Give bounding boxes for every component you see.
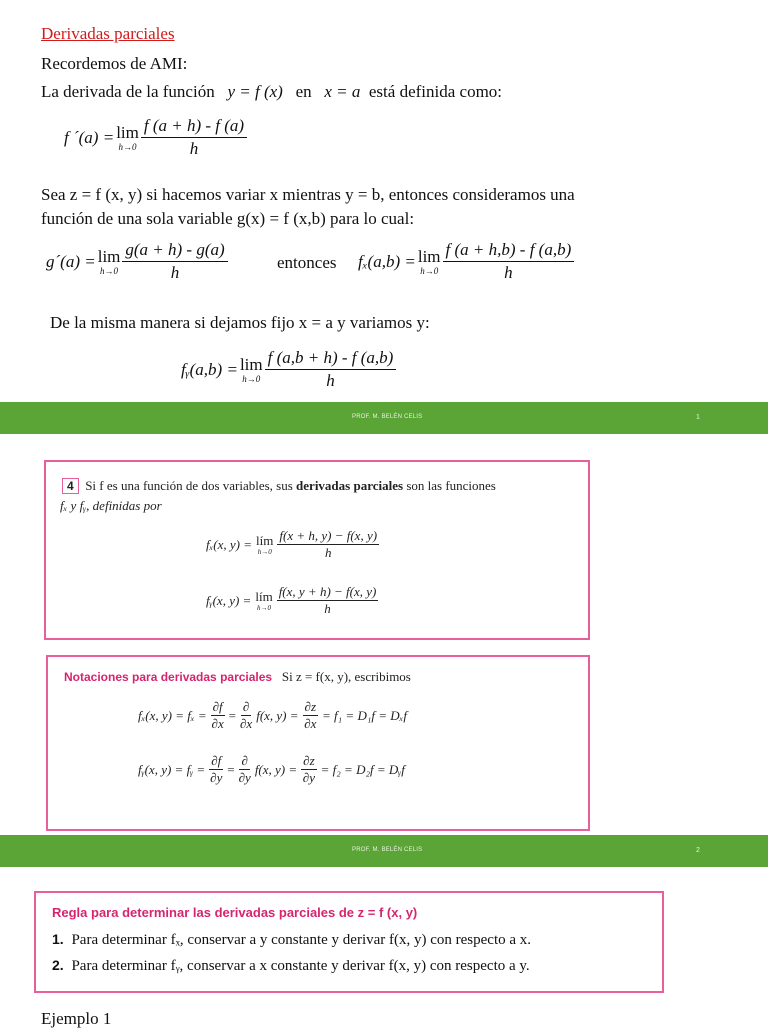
defx-limit: lím h→0 (256, 532, 274, 556)
rule-2-text: Para determinar fᵧ, conservar a x constante y derivar f(x, y) con respecto a y. (71, 958, 530, 974)
slide-footer-bar-2 (0, 835, 768, 867)
equation-fy-ab (181, 348, 396, 391)
defx-lhs: fₓ(x, y) = (206, 536, 253, 552)
eq3-fraction: $\frac{f (a + h,b) - f (a,b)}{h}$ (443, 240, 575, 283)
noty-tail: = f₂ = D₂f = Dᵧf (320, 761, 405, 777)
notx-tail: = f₁ = D₁f = Dₓf (322, 707, 407, 723)
page-number-2: 2 (696, 847, 700, 854)
notx-frac2: $\frac{\partial}{\partial x}$ (240, 699, 253, 731)
intro-en: en (295, 82, 312, 101)
notation-line-y (138, 753, 405, 786)
paragraph-2b: función de una sola variable g(x) = f (x,b) para lo cual: (41, 209, 415, 228)
intro-xa: x = a (324, 82, 361, 101)
defy-fraction: $\frac{f(x, y + h) - f(x, y)}{h}$ (278, 584, 377, 616)
noty-frac2: $\frac{\partial}{\partial y}$ (238, 753, 251, 785)
eq4-limit: lim h→0 (239, 354, 263, 384)
notx-frac1: $\frac{\partial f}{\partial x}$ (211, 699, 224, 731)
intro-line-1: Recordemos de AMI: (41, 54, 188, 73)
noty-eq: = (227, 761, 235, 777)
notation-heading: Notaciones para derivadas parciales (64, 670, 273, 684)
notation-heading-rest: Si z = f(x, y), escribimos (281, 669, 411, 684)
notx-a: fₓ(x, y) = fₓ = (138, 707, 207, 723)
noty-mid: f(x, y) = (254, 761, 298, 777)
definition-number: 4 (62, 478, 79, 494)
rule-1-text: Para determinar fₓ, conservar a y constante y derivar f(x, y) con respecto a x. (71, 932, 532, 948)
footer-author-1: PROF. M. BELÉN CELIS (352, 414, 423, 420)
notx-mid: f(x, y) = (256, 707, 299, 723)
paragraph-2a: Sea z = f (x, y) si hacemos variar x mientras y = b, entonces consideramos una (41, 185, 575, 204)
noty-frac3: $\frac{\partial z}{\partial y}$ (302, 753, 315, 785)
rule-1-number: 1. (52, 931, 64, 947)
slide-footer-bar-1 (0, 402, 768, 434)
notx-frac3: $\frac{\partial z}{\partial x}$ (304, 699, 317, 731)
intro-text-b: está definida como: (368, 82, 503, 101)
eq2-fraction: $\frac{g(a + h) - g(a)}{h}$ (122, 240, 227, 283)
rule-2-number: 2. (52, 957, 64, 973)
section-title: Derivadas parciales (41, 24, 175, 43)
rule-2 (52, 957, 530, 975)
eq2-entonces: entonces (277, 253, 337, 272)
rule-heading: Regla para determinar las derivadas parciales de z = f (x, y) (52, 905, 418, 920)
eq1-lhs: f ´(a) = (64, 127, 115, 147)
rule-1 (52, 931, 531, 949)
eq2-limit: lim h→0 (97, 246, 121, 276)
intro-text-a: La derivada de la función (41, 82, 215, 101)
noty-a: fᵧ(x, y) = fᵧ = (138, 761, 206, 777)
eq1-fraction: $\frac{f (a + h) - f (a)}{h}$ (141, 116, 247, 159)
equation-fx-ab (358, 240, 574, 283)
defy-limit: lím h→0 (255, 588, 273, 612)
eq3-limit: lim h→0 (417, 246, 441, 276)
intro-line-2 (41, 82, 502, 102)
definition-box (44, 460, 590, 640)
eq3-lhs: fₓ(a,b) = (358, 251, 416, 271)
eq1-limit: lim h→0 (116, 122, 139, 152)
eq2-lhs: g´(a) = (46, 251, 96, 271)
noty-frac1: $\frac{\partial f}{\partial y}$ (210, 753, 223, 785)
definition-text-b: son las funciones (406, 478, 496, 493)
footer-author-2: PROF. M. BELÉN CELIS (352, 847, 423, 853)
definition-text-2: fₓ y fᵧ, definidas por (60, 498, 162, 513)
notation-line-x (138, 699, 407, 732)
page-number-1: 1 (696, 414, 700, 421)
eq4-fraction: $\frac{f (a,b + h) - f (a,b)}{h}$ (265, 348, 397, 391)
definition-text-1 (62, 478, 496, 494)
notation-box (46, 655, 590, 831)
intro-fx: y = f (x) (227, 82, 283, 101)
definition-text-a: Si f es una función de dos variables, sus (85, 478, 293, 493)
definition-eq-fx (206, 528, 379, 561)
eq4-lhs: fᵧ(a,b) = (181, 359, 238, 379)
rule-box (34, 891, 664, 993)
equation-g-prime (46, 240, 228, 283)
definition-bold: derivadas parciales (296, 478, 404, 493)
notx-eq: = (228, 707, 236, 723)
notation-heading-line (64, 669, 411, 685)
defy-lhs: fᵧ(x, y) = (206, 592, 252, 608)
defx-fraction: $\frac{f(x + h, y) - f(x, y)}{h}$ (279, 528, 378, 560)
paragraph-3: De la misma manera si dejamos fijo x = a y variamos y: (50, 313, 430, 332)
example-heading: Ejemplo 1 (41, 1009, 112, 1028)
definition-eq-fy (206, 584, 378, 617)
equation-derivative-def (64, 116, 247, 159)
